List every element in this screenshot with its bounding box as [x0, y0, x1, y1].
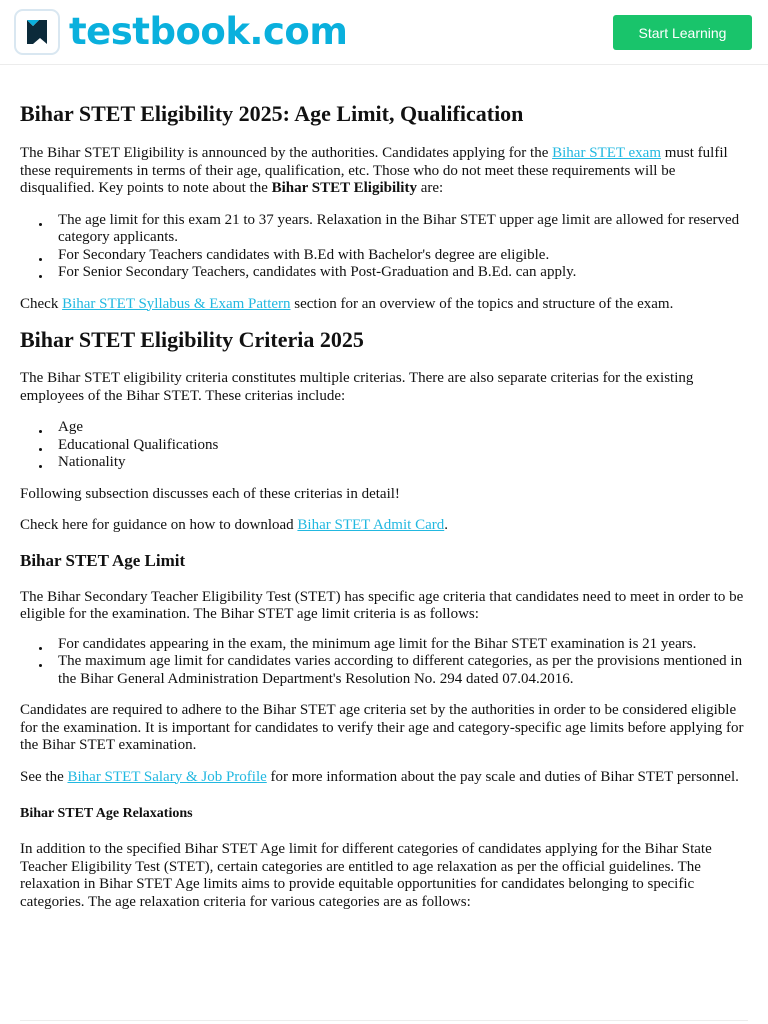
list-item: Age	[58, 419, 748, 437]
criteria-heading: Bihar STET Eligibility Criteria 2025	[20, 327, 364, 352]
list-item: Educational Qualifications	[58, 437, 748, 455]
start-learning-button[interactable]: Start Learning	[613, 15, 752, 50]
age-relaxations-heading: Bihar STET Age Relaxations	[20, 806, 193, 821]
syllabus-link[interactable]: Bihar STET Syllabus & Exam Pattern	[62, 295, 291, 312]
logo-text: testbook.com	[69, 10, 348, 53]
logo[interactable]	[14, 9, 347, 55]
testbook-logo-icon	[14, 9, 60, 55]
list-item: The maximum age limit for candidates varies according to different categories, as per the provisions mentioned in the Bihar General Administration Department's Resolution No. 294 dated 07.04.2016.	[58, 653, 748, 688]
list-item: The age limit for this exam 21 to 37 years. Relaxation in the Bihar STET upper age limit are allowed for reserved category applicants.	[58, 212, 748, 247]
criteria-paragraph: The Bihar STET eligibility criteria constitutes multiple criterias. There are also separate criterias for the existing employees of the Bihar STET. These criterias include:	[20, 370, 694, 404]
site-header	[0, 0, 768, 65]
intro-bullet-list	[20, 212, 748, 282]
age-criteria-paragraph: Candidates are required to adhere to the Bihar STET age criteria set by the authorities in order to be considered eligible for the examination. It is important for candidates to verify their age and category-specific age limits before applying for the Bihar STET examination.	[20, 702, 744, 753]
list-item: For Secondary Teachers candidates with B.Ed with Bachelor's degree are eligible.	[58, 247, 748, 265]
admit-card-paragraph: Check here for guidance on how to download Bihar STET Admit Card.	[20, 517, 448, 533]
list-item: Nationality	[58, 454, 748, 472]
criteria-bullet-list	[20, 419, 748, 472]
list-item: For candidates appearing in the exam, the minimum age limit for the Bihar STET examination is 21 years.	[58, 636, 748, 654]
salary-job-profile-link[interactable]: Bihar STET Salary & Job Profile	[67, 768, 267, 785]
subsection-paragraph: Following subsection discusses each of these criterias in detail!	[20, 485, 400, 502]
page-title: Bihar STET Eligibility 2025: Age Limit, Qualification	[20, 101, 524, 126]
article	[0, 101, 768, 911]
age-limit-bullet-list	[20, 636, 748, 689]
footer-divider	[20, 1020, 748, 1021]
age-relaxations-paragraph: In addition to the specified Bihar STET Age limit for different categories of candidates applying for the Bihar State Teacher Eligibility Test (STET), certain categories are entitled to age relaxation as per the official guidelines. The relaxation in Bihar STET Age limits aims to provide equitable opportunities for candidates belonging to specific categories. The age relaxation criteria for various categories are as follows:	[20, 841, 712, 910]
bihar-stet-exam-link[interactable]: Bihar STET exam	[552, 145, 661, 161]
intro-paragraph: The Bihar STET Eligibility is announced by the authorities. Candidates applying for the Bihar STET exam must fulfil these requirements in terms of their age, qualification, etc. Those who do not meet these requirements will be disqualified. Key points to note about the Bihar STET Eligibility are:	[20, 145, 728, 196]
age-limit-paragraph: The Bihar Secondary Teacher Eligibility Test (STET) has specific age criteria that candidates need to meet in order to be eligible for the examination. The Bihar STET age limit criteria is as follows:	[20, 588, 744, 622]
admit-card-link[interactable]: Bihar STET Admit Card	[297, 517, 445, 533]
syllabus-paragraph: Check Bihar STET Syllabus & Exam Pattern section for an overview of the topics and structure of the exam.	[20, 295, 674, 312]
list-item: For Senior Secondary Teachers, candidates with Post-Graduation and B.Ed. can apply.	[58, 264, 748, 282]
salary-paragraph: See the Bihar STET Salary & Job Profile for more information about the pay scale and duties of Bihar STET personnel.	[20, 768, 739, 785]
age-limit-heading: Bihar STET Age Limit	[20, 550, 186, 570]
